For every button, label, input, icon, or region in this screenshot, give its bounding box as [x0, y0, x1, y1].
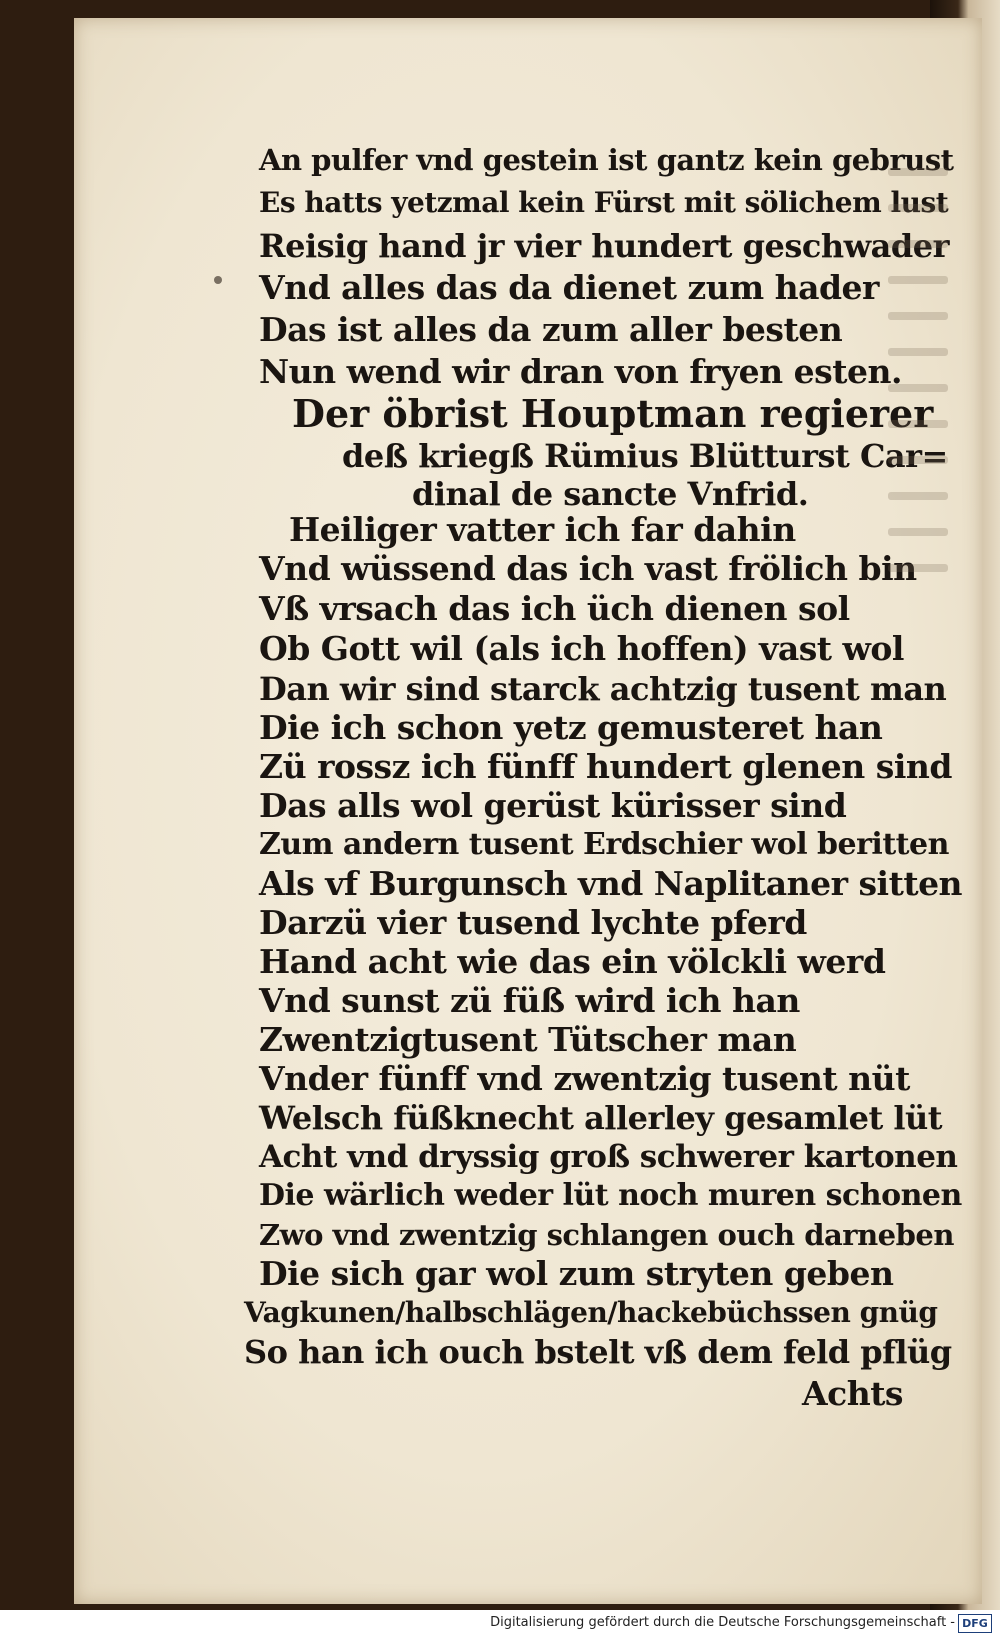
verse-line: Die ich schon yetz gemusteret han: [259, 708, 883, 747]
text-line: Nun wend wir dran von fryen esten.: [259, 352, 902, 391]
show-through-text: [888, 140, 948, 840]
verse-line: Vnd wüssend das ich vast frölich bin: [259, 549, 917, 588]
verse-line: Zwo vnd zwentzig schlangen ouch darneben: [259, 1218, 954, 1252]
text-line: Das ist alles da zum aller besten: [259, 310, 843, 349]
dfg-logo: DFG: [958, 1614, 992, 1633]
verse-line: Die sich gar wol zum stryten geben: [259, 1254, 894, 1293]
verse-line: So han ich ouch bstelt vß dem feld pflüg: [244, 1333, 952, 1371]
verse-line: Darzü vier tusend lychte pferd: [259, 903, 807, 942]
text-line: Es hatts yetzmal kein Fürst mit sölichem lust: [259, 186, 949, 219]
verse-line: Die wärlich weder lüt noch muren schonen: [259, 1178, 962, 1213]
section-heading: Der öbrist Houptman regierer: [292, 391, 934, 436]
text-line: An pulfer vnd gestein ist gantz kein gebrust: [259, 143, 954, 177]
funding-note: Digitalisierung gefördert durch die Deutsche Forschungsgemeinschaft -: [490, 1615, 955, 1630]
verse-line: Vagkunen/halbschlägen/hackebüchssen gnüg: [244, 1296, 938, 1329]
footer-bar: [0, 1610, 1000, 1637]
book-page: [74, 18, 982, 1604]
verse-line: Zwentzigtusent Tütscher man: [259, 1020, 797, 1059]
verse-line: Heiliger vatter ich far dahin: [289, 510, 796, 549]
heading-line-2: deß kriegß Rümius Blütturst Car=: [342, 437, 948, 475]
heading-line-3: dinal de sancte Vnfrid.: [412, 475, 809, 513]
ink-speck: [214, 276, 222, 284]
verse-line: Zü rossz ich fünff hundert glenen sind: [259, 747, 952, 786]
verse-line: Zum andern tusent Erdschier wol beritten: [259, 827, 949, 862]
verse-line: Das alls wol gerüst kürisser sind: [259, 786, 847, 825]
text-line: Vnd alles das da dienet zum hader: [259, 268, 879, 307]
verse-line: Vnd sunst zü füß wird ich han: [259, 981, 800, 1020]
verse-line: Vnder fünff vnd zwentzig tusent nüt: [259, 1059, 910, 1098]
verse-line: Acht vnd dryssig groß schwerer kartonen: [259, 1139, 958, 1175]
verse-line: Ob Gott wil (als ich hoffen) vast wol: [259, 629, 904, 668]
verse-line: Dan wir sind starck achtzig tusent man: [259, 670, 947, 708]
verse-line: Welsch füßknecht allerley gesamlet lüt: [259, 1099, 943, 1137]
verse-line: Hand acht wie das ein völckli werd: [259, 942, 886, 981]
verse-line: Als vf Burgunsch vnd Naplitaner sitten: [259, 864, 963, 903]
verse-line: Vß vrsach das ich üch dienen sol: [259, 589, 850, 628]
catchword: Achts: [802, 1374, 904, 1413]
text-line: Reisig hand jr vier hundert geschwader: [259, 227, 949, 265]
